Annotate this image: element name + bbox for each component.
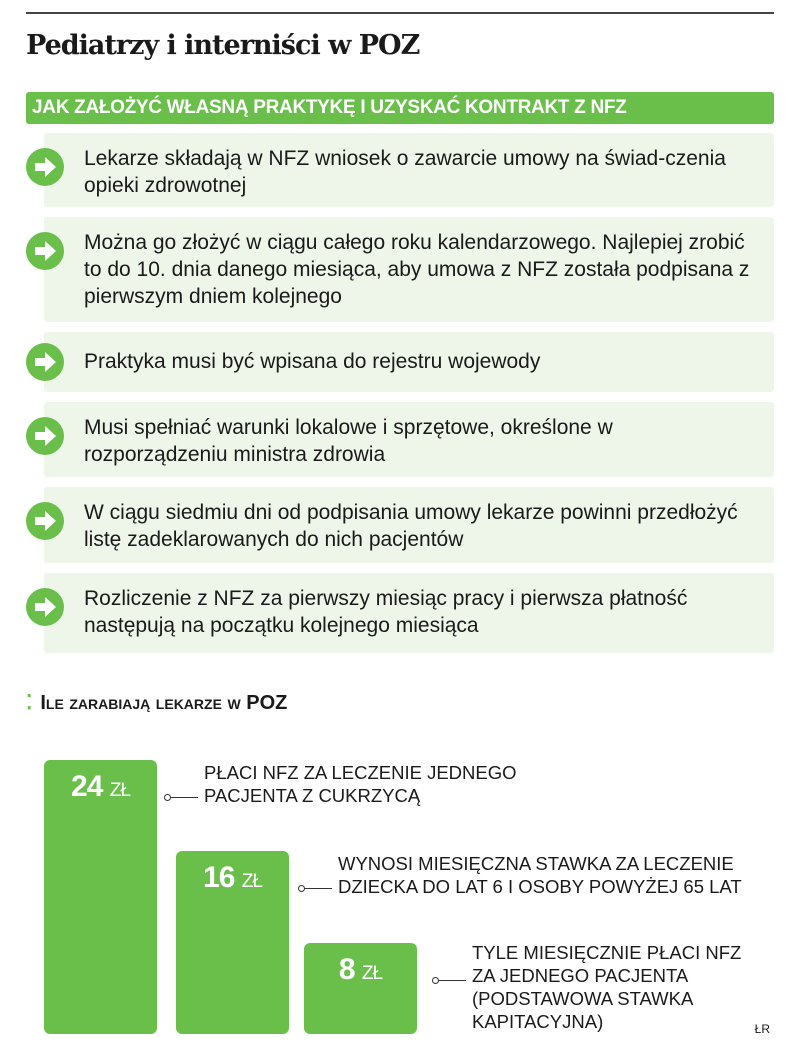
bar: [176, 851, 289, 1034]
step-text: Musi spełniać warunki lokalowe i sprzętowe, określone w rozporządzeniu ministra zdrowia: [84, 416, 613, 466]
arrow-right-icon: [26, 417, 64, 455]
step-item: [44, 133, 774, 207]
top-rule: [26, 12, 774, 14]
value-unit: ZŁ: [361, 962, 383, 984]
step-item: [44, 487, 774, 563]
bar: [44, 760, 157, 1034]
step-item: [44, 573, 774, 653]
value-unit: ZŁ: [241, 871, 262, 893]
step-item: [44, 402, 774, 477]
step-text: Można go złożyć w ciągu całego roku kalendarzowego. Najlepiej zrobić to do 10. dnia danego miesiąca, aby umowa z NFZ została podpisana z pierwszym dniem kolejnego: [84, 231, 750, 308]
chart-title: ⁚ Ile zarabiają lekarze w POZ: [26, 692, 288, 714]
section-banner: JAK ZAŁOŻYĆ WŁASNĄ PRAKTYKĘ I UZYSKAĆ KONTRAKT Z NFZ: [26, 92, 774, 124]
step-item: [44, 332, 774, 392]
arrow-right-icon: [26, 588, 64, 626]
dots-icon: ⁚: [26, 692, 33, 714]
leader-line: [304, 888, 332, 889]
arrow-right-icon: [26, 148, 64, 186]
step-text: W ciągu siedmiu dni od podpisania umowy lekarze powinni przedłożyć listę zadeklarowanych do nich pacjentów: [84, 501, 738, 551]
bar-value-label: [304, 953, 417, 987]
bar-annotation: TYLE MIESIĘCZNIE PŁACI NFZ ZA JEDNEGO PACJENTA (PODSTAWOWA STAWKA KAPITACYJNA): [472, 941, 742, 1032]
page-title: Pediatrzy i interniści w POZ: [26, 30, 420, 61]
bar-value-label: [176, 861, 289, 895]
bar-value-label: [44, 770, 157, 804]
step-text: Rozliczenie z NFZ za pierwszy miesiąc pracy i pierwsza płatność następują na początku kolejnego miesiąca: [84, 587, 688, 637]
bar: [304, 943, 417, 1034]
step-text: Praktyka musi być wpisana do rejestru wojewody: [84, 350, 541, 373]
leader-line: [170, 797, 198, 798]
value-number: 16: [203, 861, 235, 895]
bar-annotation: WYNOSI MIESIĘCZNA STAWKA ZA LECZENIE DZIECKA DO LAT 6 I OSOBY POWYŻEJ 65 LAT: [338, 853, 742, 898]
value-number: 8: [338, 952, 355, 986]
arrow-right-icon: [26, 502, 64, 540]
bar-chart: [0, 740, 800, 1060]
value-number: 24: [71, 770, 103, 803]
arrow-right-icon: [26, 232, 64, 270]
author-credit: ŁR: [754, 1022, 770, 1036]
value-unit: ZŁ: [109, 780, 130, 801]
bar-annotation: PŁACI NFZ ZA LECZENIE JEDNEGO PACJENTA Z CUKRZYCĄ: [204, 762, 517, 806]
arrow-right-icon: [26, 343, 64, 381]
step-text: Lekarze składają w NFZ wniosek o zawarcie umowy na świad-czenia opieki zdrowotnej: [84, 147, 726, 197]
step-item: [44, 217, 774, 322]
leader-line: [438, 980, 466, 981]
